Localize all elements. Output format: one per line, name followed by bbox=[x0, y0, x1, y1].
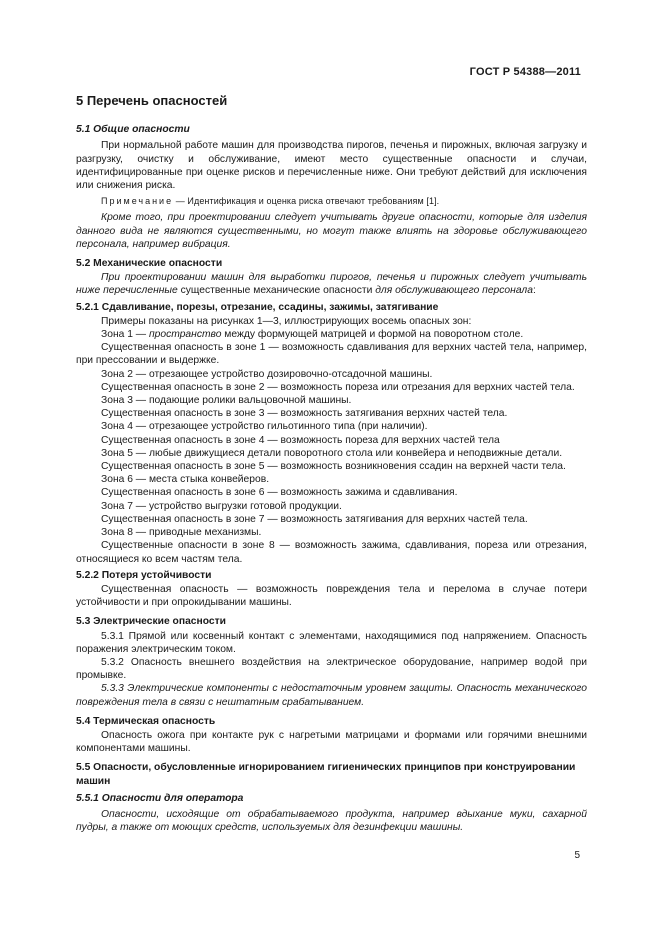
hazard-3: Существенная опасность в зоне 3 — возможность затягивания верхних частей тела. bbox=[101, 408, 508, 420]
note-prefix: Примечание bbox=[101, 196, 174, 207]
paragraph: 5.3.3 Электрические компоненты с недостаточным уровнем защиты. Опасность механического повреждения тела в связи с нештатным срабатыванием. bbox=[76, 683, 587, 708]
section-5-title: 5 Перечень опасностей bbox=[76, 93, 228, 108]
hazard-6: Существенная опасность в зоне 6 — возможность зажима и сдавливания. bbox=[101, 487, 458, 499]
paragraph: При нормальной работе машин для производства пирогов, печенья и пирожных, включая загрузку и разгрузку, очистку и обслуживание, имеют место существенные опасности и случаи, идентифицированные при оценке рисков и перечисленные ниже. Они требуют действий для исключения или снижения риска. bbox=[76, 140, 587, 192]
section-5-5-1-title: 5.5.1 Опасности для оператора bbox=[76, 792, 244, 804]
standard-header: ГОСТ Р 54388—2011 bbox=[469, 66, 581, 78]
page-number: 5 bbox=[574, 850, 580, 861]
paragraph: Опасности, исходящие от обрабатываемого продукта, например вдыхание муки, сахарной пудры, а также от моющих средств, используемых для дезинфекции машины. bbox=[76, 808, 587, 834]
paragraph: 5.3.1 Прямой или косвенный контакт с элементами, находящимися под напряжением. Опасность поражения электрическим током. bbox=[76, 630, 587, 655]
hazard-4: Существенная опасность в зоне 4 — возможность пореза для верхних частей тела bbox=[101, 434, 500, 446]
paragraph: При проектировании машин для выработки пирогов, печенья и пирожных следует учитывать ниже перечисленные существенные механические опасности для обслуживающего персонала: bbox=[76, 272, 587, 297]
zone-3: Зона 3 — подающие ролики вальцовочной машины. bbox=[101, 395, 352, 407]
hazard-5: Существенная опасность в зоне 5 — возможность возникновения ссадин на верхней части тела. bbox=[101, 461, 566, 473]
paragraph: Существенная опасность — возможность повреждения тела и перелома в случае потери устойчивости и при опрокидывании машины. bbox=[76, 583, 587, 609]
note-body: — Идентификация и оценка риска отвечают требованиям [1]. bbox=[173, 196, 440, 207]
zone-2: Зона 2 — отрезающее устройство дозировочно-отсадочной машины. bbox=[101, 368, 433, 380]
section-5-4-title: 5.4 Термическая опасность bbox=[76, 715, 216, 727]
paragraph: Примеры показаны на рисунках 1—3, иллюстрирующих восемь опасных зон: bbox=[101, 315, 472, 327]
section-5-2-2-title: 5.2.2 Потеря устойчивости bbox=[76, 569, 212, 581]
zone-1: Зона 1 — пространство между формующей матрицей и формой на поворотном столе. bbox=[101, 329, 524, 341]
paragraph: Кроме того, при проектировании следует учитывать другие опасности, которые для изделия данного вида не являются существенными, но могут также влиять на здоровье обслуживающего персонала, например вибрация. bbox=[76, 212, 587, 250]
section-5-5-title: 5.5 Опасности, обусловленные игнорированием гигиенических принципов при конструировании машин bbox=[76, 762, 576, 787]
section-5-2-1-title: 5.2.1 Сдавливание, порезы, отрезание, ссадины, зажимы, затягивание bbox=[76, 301, 439, 313]
zone-7: Зона 7 — устройство выгрузки готовой продукции. bbox=[101, 500, 342, 512]
zone-4: Зона 4 — отрезающее устройство гильотинного типа (при наличии). bbox=[101, 421, 428, 433]
section-5-2-title: 5.2 Механические опасности bbox=[76, 258, 223, 270]
hazard-7: Существенная опасность в зоне 7 — возможность затягивания для верхних частей тела. bbox=[101, 513, 528, 525]
hazard-1: Существенная опасность в зоне 1 — возможность сдавливания для верхних частей тела, например, при прессовании и выдержке. bbox=[76, 342, 587, 367]
section-5-1-title: 5.1 Общие опасности bbox=[76, 124, 190, 136]
zone-6: Зона 6 — места стыка конвейеров. bbox=[101, 474, 270, 486]
hazard-8: Существенные опасности в зоне 8 — возможность зажима, сдавливания, пореза или отрезания, относящиеся ко всем частям тела. bbox=[76, 540, 587, 565]
zone-8: Зона 8 — приводные механизмы. bbox=[101, 527, 262, 539]
paragraph: 5.3.2 Опасность внешнего воздействия на электрическое оборудование, например водой при промывке. bbox=[76, 656, 587, 682]
zone-5: Зона 5 — любые движущиеся детали поворотного стола или конвейера и неподвижные детали. bbox=[101, 447, 563, 459]
hazard-2: Существенная опасность в зоне 2 — возможность пореза или отрезания для верхних частей тела. bbox=[101, 381, 575, 393]
note bbox=[76, 195, 587, 208]
document-body bbox=[76, 94, 587, 834]
section-5-3-title: 5.3 Электрические опасности bbox=[76, 616, 226, 628]
paragraph: Опасность ожога при контакте рук с нагретыми матрицами и формами или горячими внешними компонентами машины. bbox=[76, 729, 587, 755]
